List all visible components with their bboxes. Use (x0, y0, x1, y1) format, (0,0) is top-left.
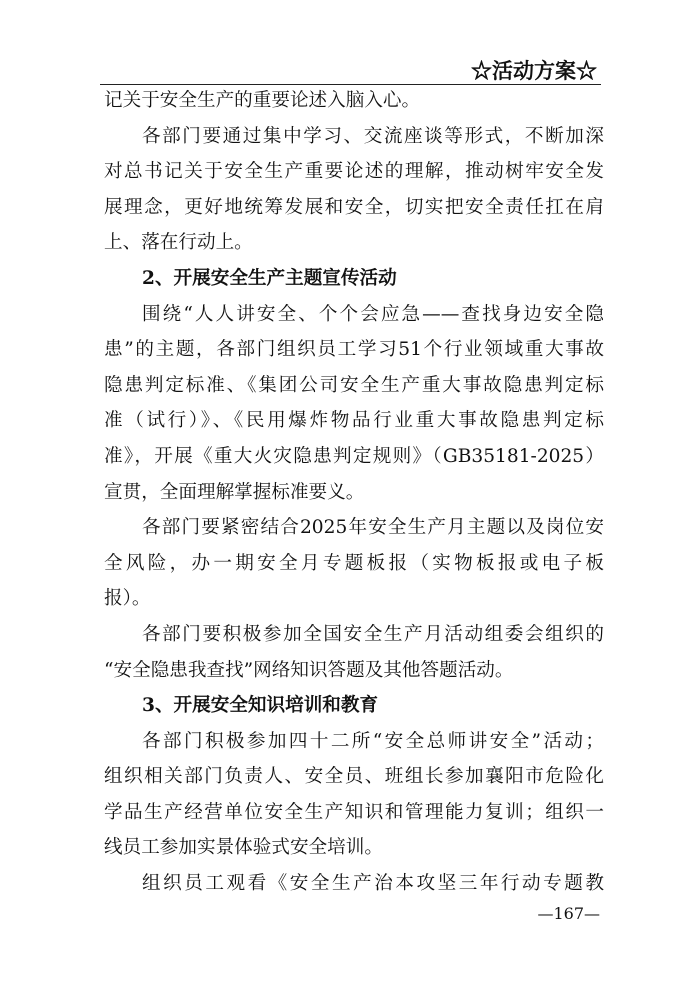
document-header-title: ☆活动方案☆ (471, 58, 597, 83)
body-line: 组织员工观看《安全生产治本攻坚三年行动专题教 (142, 873, 604, 895)
document-body (104, 83, 604, 902)
body-line: 准（试行）》、《民用爆炸物品行业重大事故隐患判定标 (104, 410, 604, 432)
body-line: 上、落在行动上。 (104, 232, 253, 254)
section-heading: 3、开展安全知识培训和教育 (142, 695, 379, 717)
body-line: 对总书记关于安全生产重要论述的理解，推动树牢安全发 (104, 161, 604, 183)
body-line: “安全隐患我查找”网络知识答题及其他答题活动。 (104, 659, 514, 681)
body-line: 学品生产经营单位安全生产知识和管理能力复训；组织一 (104, 801, 604, 823)
body-line: 各部门要通过集中学习、交流座谈等形式，不断加深 (142, 125, 604, 147)
body-line: 组织相关部门负责人、安全员、班组长参加襄阳市危险化 (104, 766, 604, 788)
body-line: 宣贯，全面理解掌握标准要义。 (104, 481, 365, 503)
body-line: 患”的主题，各部门组织员工学习51个行业领域重大事故 (104, 339, 604, 361)
body-line: 各部门要紧密结合2025年安全生产月主题以及岗位安 (142, 517, 604, 539)
body-line: 展理念，更好地统筹发展和安全，切实把安全责任扛在肩 (104, 196, 604, 218)
body-line: 全风险，办一期安全月专题板报（实物板报或电子板 (104, 552, 604, 574)
body-line: 围绕“人人讲安全、个个会应急——查找身边安全隐 (142, 303, 604, 325)
body-line: 各部门积极参加四十二所“安全总师讲安全”活动； (142, 730, 604, 752)
body-line: 报）。 (104, 588, 151, 610)
body-line: 各部门要积极参加全国安全生产月活动组委会组织的 (142, 623, 604, 645)
body-line: 线员工参加实景体验式安全培训。 (104, 837, 383, 859)
body-line: 记关于安全生产的重要论述入脑入心。 (104, 90, 421, 111)
body-line: 准》，开展《重大火灾隐患判定规则》（GB35181-2025） (104, 445, 604, 467)
section-heading: 2、开展安全生产主题宣传活动 (142, 267, 397, 289)
body-line: 隐患判定标准、《集团公司安全生产重大事故隐患判定标 (104, 374, 604, 396)
page-number: —167— (537, 904, 600, 923)
